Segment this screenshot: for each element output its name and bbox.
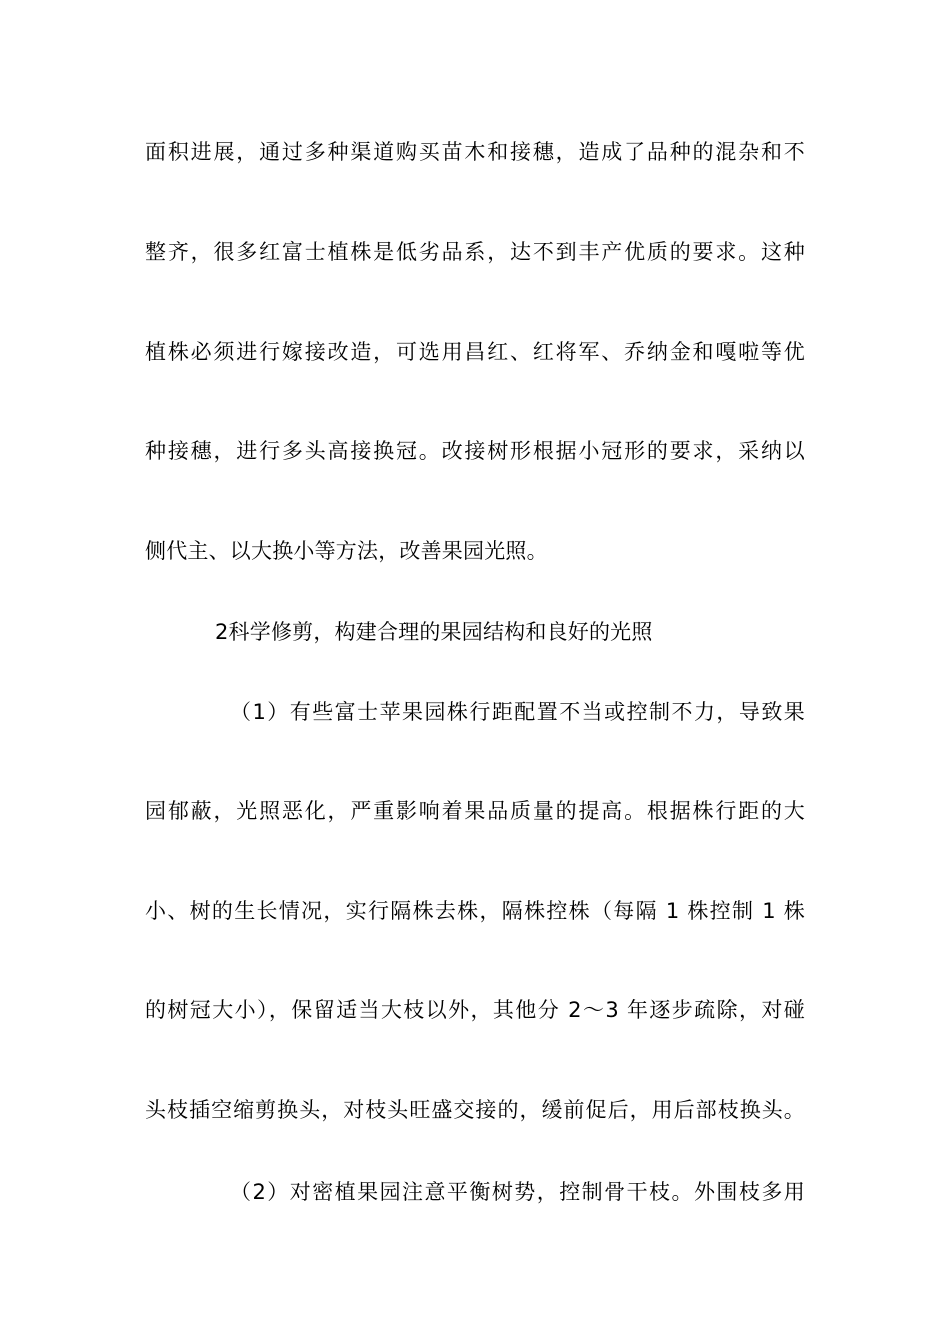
paragraph-line-1: 面积进展，通过多种渠道购买苗木和接穗，造成了品种的混杂和不 [145,140,805,164]
paragraph-line-3: 植株必须进行嫁接改造，可选用昌红、红将军、乔纳金和嘎啦等优 [145,340,805,364]
paragraph-line-9: 的树冠大小），保留适当大枝以外，其他分 2～3 年逐步疏除，对碰 [145,998,805,1022]
paragraph-line-4: 种接穗，进行多头高接换冠。改接树形根据小冠形的要求，采纳以 [145,439,805,463]
paragraph-line-5: 侧代主、以大换小等方法，改善果园光照。 [145,539,548,563]
paragraph-line-7: 园郁蔽，光照恶化，严重影响着果品质量的提高。根据株行距的大 [145,799,805,823]
paragraph-line-8: 小、树的生长情况，实行隔株去株，隔株控株（每隔 1 株控制 1 株 [145,899,805,923]
paragraph-line-11: （2）对密植果园注意平衡树势，控制骨干枝。外围枝多用 [230,1180,805,1204]
paragraph-line-6: （1）有些富士苹果园株行距配置不当或控制不力，导致果 [230,700,805,724]
paragraph-line-10: 头枝插空缩剪换头，对枝头旺盛交接的，缓前促后，用后部枝换头。 [145,1098,805,1122]
section-heading: 2科学修剪，构建合理的果园结构和良好的光照 [215,620,653,644]
paragraph-line-2: 整齐，很多红富士植株是低劣品系，达不到丰产优质的要求。这种 [145,240,805,264]
